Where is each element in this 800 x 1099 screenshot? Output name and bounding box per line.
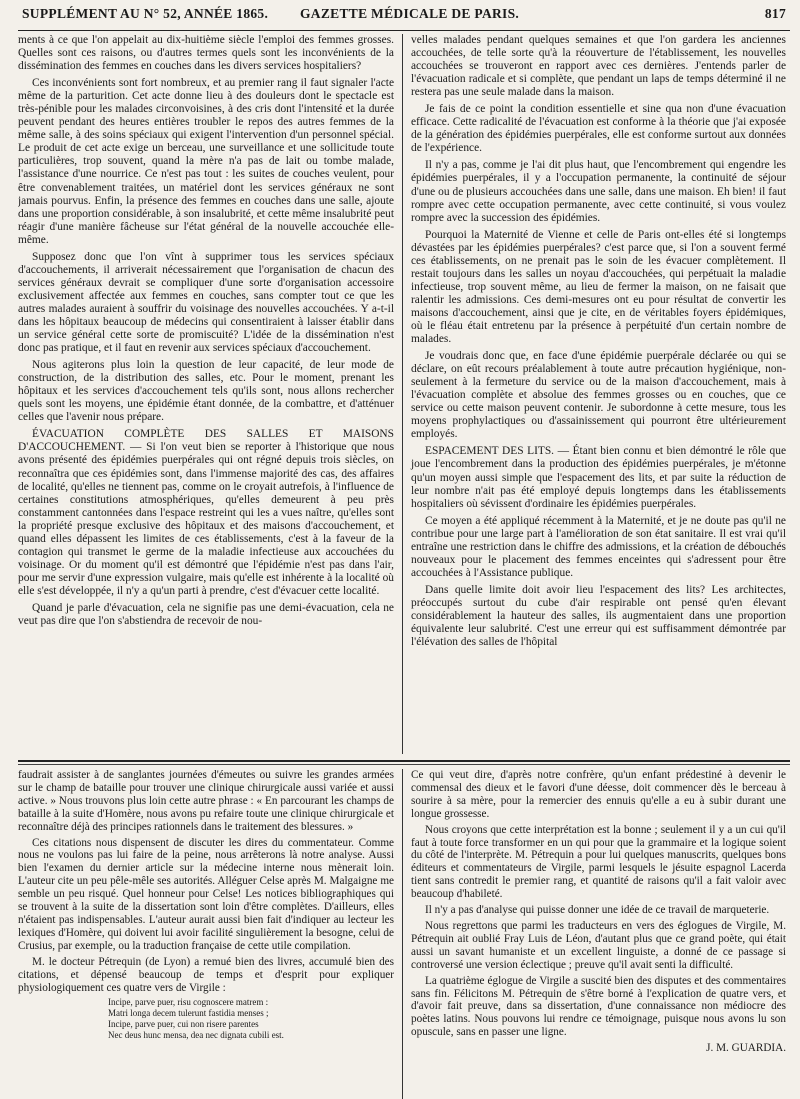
page-number: 817 [764,6,786,21]
supplement-label: SUPPLÉMENT AU N° 52, ANNÉE 1865. [22,6,269,21]
author-signature: J. M. GUARDIA. [706,1042,786,1055]
paragraph: Il n'y a pas d'analyse qui puisse donner une idée de ce travail de marqueterie. [425,904,770,917]
latin-verse [18,997,394,1041]
verse-line: Incipe, parve puer, cui non risere parentes [108,1019,259,1030]
paragraph: velles malades pendant quelques semaines et que l'on gardera les anciennes accouchées, de telle sorte qu'à la réouverture de l'établissement, les nouvelles accouchées se trouveront en rapport avec ces dernières. J'entends parler de l'évacuation radicale et si complète, que pendant un laps de temps déterminé il ne restera pas une seule malade dans la maison. [411,34,786,99]
section-divider-thin [18,764,790,765]
paragraph: Pourquoi la Maternité de Vienne et celle de Paris ont-elles été si longtemps dévastées par les épidémies puerpérales? c'est parce que, si l'on a souvent fermé ces établissements, on ne prenait pas le soin de les évacuer complètement. Il restait toujours dans les salles un noyau d'accouchées, qui perpétuait la maladie infectieuse, trop souvent même, au lieu de fermer la maison, on ne faisait que ralentir les admissions. Ces demi-mesures ont eu pour résultat de convertir les maisons d'accouchement, ainsi que je cite, en de véritables foyers épidémiques, où le fléau était entretenu par la présence à perpétuité d'un certain nombre de malades. [411,228,786,346]
bottom-right-column [402,769,786,1099]
paragraph: faudrait assister à de sanglantes journées d'émeutes ou suivre les grandes armées sur le champ de bataille pour trouver une clinique chirurgicale aussi variée et aussi active. » Nous trouvons plus loin cette autre phrase : « En parcourant les champs de bataille à la suite d'Homère, nous avons pu refaire toute une clinique chirurgicale et reconnaître déjà des principes rationnels dans le traitement des blessures. » [18,769,394,833]
paragraph: ÉVACUATION COMPLÈTE DES SALLES ET MAISONS D'ACCOUCHEMENT. — Si l'on veut bien se reporter à l'historique que nous avons présenté des épidémies puerpérales qui ont régné depuis trois siècles, on reconnaîtra que ces épidémies sont, dans l'immense majorité des cas, des affaires de localité, qu'elles ne tiennent pas, comme on le croyait autrefois, à l'influence de certaines constitutions atmosphériques, qu'elles demeurent à peu près constamment cantonnées dans l'espace restreint qui les a vues naître, qu'elles sont la propriété presque exclusive des hôpitaux et des maisons d'accouchement, et quand elles dépassent les limites de ces établissements, c'est à la faveur de la contagion qui transmet le germe de la maladie infectieuse aux accouchées du voisinage. Or du moment qu'il est démontré que l'épidémie n'est pas dans l'air, pour me servir d'une expression vulgaire, mais qu'elle est inhérente à la localité où elle s'est développée, il n'y a qu'un parti à prendre, c'est d'évacuer cette localité. [18,428,394,597]
article-top [18,34,790,754]
paragraph: Ces inconvénients sont fort nombreux, et au premier rang il faut signaler l'acte même de la parturition. Cet acte donne lieu à des douleurs dont le spectacle est très-pénible pour les malades circonvoisines, à des cris dont l'intensité et la durée peuvent pendant des heures entières troubler le repos des autres femmes de la même salle, à des soins spéciaux qui exigent l'intervention d'un personnel spécial. Le produit de cet acte exige un berceau, une surveillance et une sollicitude toute particulières, trop souvent, quand la mère n'a pas de lait ou tombe malade, l'assistance d'une nourrice. Ce n'est pas tout : les suites de couches veulent, pour être convenablement traitées, un matériel dont les services généraux ne sont jamais pourvus. Enfin, la présence des femmes en couches dans une salle, ajoute dans une proportion considérable, à son insalubrité, et cette même insalubrité peut réagir d'une manière fâcheuse sur l'état général de la nouvelle accouchée elle-même. [18,77,394,246]
paragraph: ments à ce que l'on appelait au dix-huitième siècle l'emploi des femmes grosses. Quelles sont ces raisons, ou d'autres termes quels sont les inconvénients de la dissémination des femmes en couches dans les divers services hospitaliers? [18,34,394,73]
verse-line: Incipe, parve puer, risu cognoscere matrem : [108,997,269,1008]
bottom-left-column [18,769,402,1099]
paragraph: Il n'y a pas, comme je l'ai dit plus haut, que l'encombrement qui engendre les épidémies puerpérales, il y a l'occupation permanente, la continuité de séjour d'une ou de plusieurs accouchées dans une salle, dans une maison. Eh bien! il faut rompre avec cette occupation permanente, avec cette continuité, si vous voulez rompre avec la succession des épidémies. [411,159,786,224]
verse-line: Nec deus hunc mensa, dea nec dignata cubili est. [108,1030,284,1041]
paragraph: Nous croyons que cette interprétation est la bonne ; seulement il y a un cui qu'il faut à toute force transformer en un qui pour que la grammaire et la logique soient du côté de l'interprète. M. Pétrequin a pour lui quelques manuscrits, quelques bons éditeurs et commentateurs de Virgile, parmi lesquels le jésuite espagnol Lacerda tient sans contredit le premier rang, et quantité de raisons qu'il a fait valoir avec beaucoup d'habileté. [411,823,786,901]
section-divider [18,760,790,762]
paragraph: M. le docteur Pétrequin (de Lyon) a remué bien des livres, accumulé bien des citations, et dépensé beaucoup de temps et d'esprit pour expliquer physiologiquement ces quatre vers de Virgile : [18,955,394,994]
page-header [18,6,790,31]
paragraph: Ce qui veut dire, d'après notre confrère, qu'un enfant prédestiné à devenir le commensal des dieux et le favori d'une déesse, doit commencer dès le berceau à sourire à sa mère, pour la remercier des ennuis qu'elle a eu à subir durant une longue grossesse. [411,769,786,820]
paragraph: Je fais de ce point la condition essentielle et sine qua non d'une évacuation efficace. Cette radicalité de l'évacuation est conforme à la théorie que j'ai exposée de la génération des épidémies puerpérales, elle est conforme surtout aux données de l'expérience. [411,103,786,155]
paragraph: La quatrième églogue de Virgile a suscité bien des disputes et des commentaires sans fin. Félicitons M. Pétrequin de s'être borné à l'explication de quatre vers, et d'avoir fait preuve, dans sa dissertation, d'une connaissance non médiocre des poètes latins. Nous pouvons lui rendre ce témoignage, puisque nous avons lu son opuscule, sans en passer une ligne. [411,974,786,1039]
paragraph: Ce moyen a été appliqué récemment à la Maternité, et je ne doute pas qu'il ne contribue pour une large part à l'amélioration de son état sanitaire. Il est vrai qu'il entraîne une restriction dans le chiffre des admissions, et la création de débouchés nouveaux pour le placement des femmes enceintes qui s'adressent pour être accouchées à l'Assistance publique. [411,514,786,579]
paragraph: Ces citations nous dispensent de discuter les dires du commentateur. Comme nous ne voulons pas lui faire de la peine, nous arrêterons là notre analyse. Aussi bien l'examen du dernier article sur la médecine interne nous mènerait loin. L'auteur cite un peu pêle-mêle ses autorités. Alléguer Celse après M. Malgaigne me semble un peu risqué. Quel honneur pour Celse! Les notices bibliographiques qui se trouvent à la suite de la dissertation sont loin d'être complètes. D'ailleurs, elles n'étaient pas indispensables. L'auteur aurait aussi bien fait d'indiquer au lecteur les lexiques d'Homère, qui doivent lui avoir facilité singulièrement la besogne, celui de Crusius, par exemple, ou la traduction française de cette utile compilation. [18,836,394,952]
top-left-column [18,34,402,754]
paragraph: Supposez donc que l'on vînt à supprimer tous les services spéciaux d'accouchements, il arriverait nécessairement que l'organisation de chacun des services généraux devrait se compliquer d'une sorte d'organisation accessoire exclusivement affectée aux femmes en couches, sans compter tout ce que les autres malades auraient à souffrir du voisinage des nouvelles accouchées. Y a-t-il dans les hôpitaux beaucoup de médecins qui consentiraient à laisser établir dans un service général cette sorte de promiscuité? L'idée de la dissémination n'est donc pas pratique, et il faut en revenir aux services spéciaux d'accouchement. [18,250,394,355]
paragraph: Quand je parle d'évacuation, cela ne signifie pas une demi-évacuation, cela ne veut pas dire que l'on s'abstiendra de recevoir de nou- [18,601,394,628]
paragraph: Nous regrettons que parmi les traducteurs en vers des églogues de Virgile, M. Pétrequin ait oublié Fray Luis de Léon, d'autant plus que ce grand poète, qui était aussi un savant humaniste et un excellent linguiste, a donné de ce passage si controversé une version éclectique ; preuve qu'il avait senti la difficulté. [411,919,786,971]
journal-title: GAZETTE MÉDICALE DE PARIS. [300,6,520,21]
paragraph: ESPACEMENT DES LITS. — Étant bien connu et bien démontré le rôle que joue l'encombrement dans la production des épidémies puerpérales, je m'étonne qu'un moyen aussi simple que l'espacement des lits, et par suite la réduction de leur nombre n'ait pas été employé depuis longtemps dans les établissements hospitaliers où sévissent d'ordinaire les épidémies puerpérales. [411,445,786,510]
paragraph: Nous agiterons plus loin la question de leur capacité, de leur mode de construction, de la distribution des salles, etc. Pour le moment, prenant les hôpitaux et les services d'accouchement tels qu'ils sont, nous allons rechercher quels sont les moyens, une épidémie étant donnée, de la combattre, et d'atténuer celles que l'avenir nous prépare. [18,359,394,424]
paragraph: Je voudrais donc que, en face d'une épidémie puerpérale déclarée ou qui se déclare, on eût recours préalablement à toute autre précaution hygiénique, non-seulement à la fermeture du service ou de la maison d'accouchement, mais à l'évacuation complète et absolue des femmes grosses ou en couches, que ce service ou cette maison peuvent contenir. Je subordonne à cette mesure, tous les moyens prophylactiques ou d'assainissement qui pourront être ultérieurement employés. [411,350,786,441]
top-right-column [402,34,786,754]
paragraph: Dans quelle limite doit avoir lieu l'espacement des lits? Les architectes, préoccupés surtout du cube d'air respirable ont pensé qu'en élevant considérablement la hauteur des salles, ils augmentaient dans une proportion équivalente leur salubrité. C'est une erreur qui est suffisamment démontrée par l'élévation des salles de l'hôpital [411,583,786,649]
verse-line: Matri longa decem tulerunt fastidia menses ; [108,1008,269,1019]
feuilleton [18,769,790,1099]
